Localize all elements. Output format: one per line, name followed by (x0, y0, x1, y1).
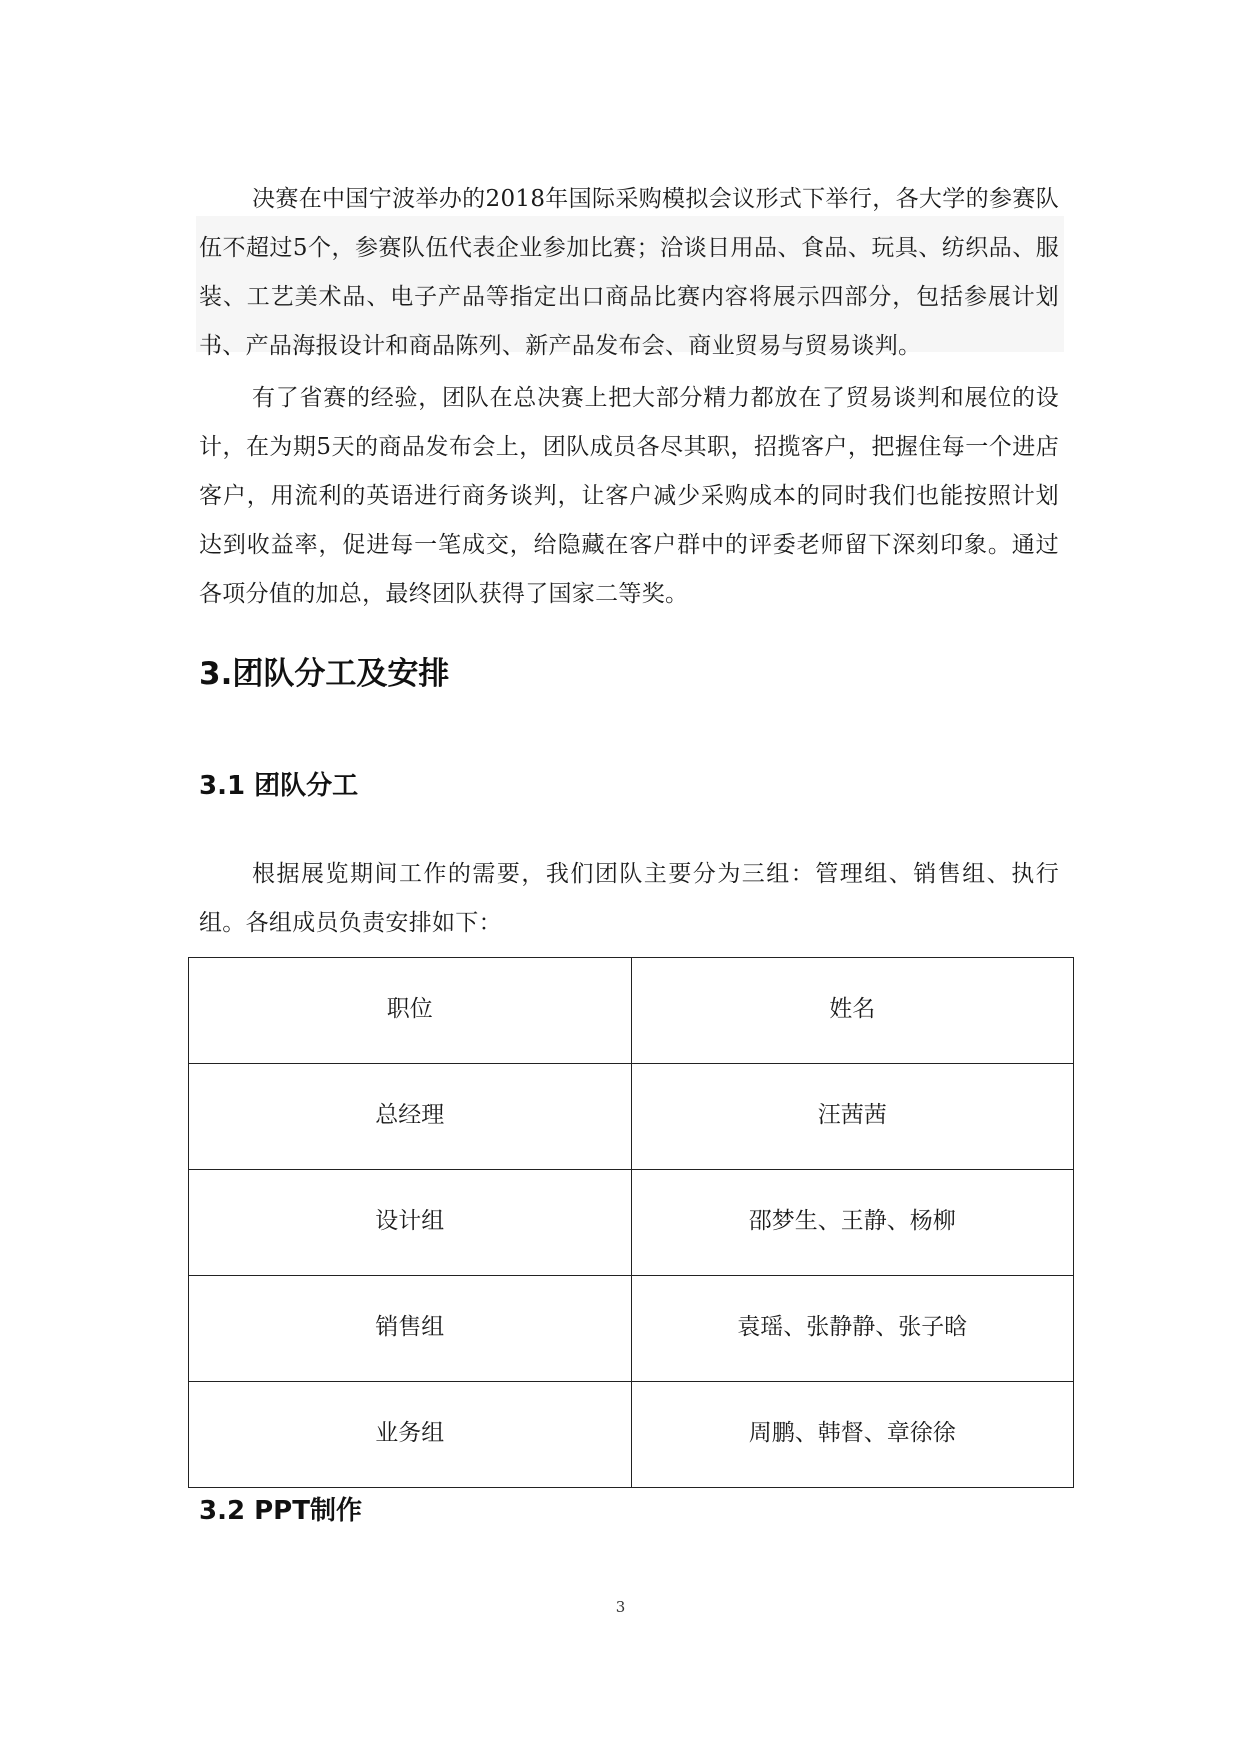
paragraph-experience: 有了省赛的经验，团队在总决赛上把大部分精力都放在了贸易谈判和展位的设计，在为期5天的商品发布会上，团队成员各尽其职，招揽客户，把握住每一个进店客户，用流利的英语进行商务谈判，让客户减少采购成本的同时我们也能按照计划达到收益率，促进每一笔成交，给隐藏在客户群中的评委老师留下深刻印象。通过各项分值的加总，最终团队获得了国家二等奖。 (199, 385, 1059, 607)
table-header-row (189, 958, 1074, 1064)
cell-position: 总经理 (189, 1064, 632, 1170)
team-roster-table (188, 957, 1074, 1488)
header-cell-position: 职位 (189, 958, 632, 1064)
table-row (189, 1382, 1074, 1488)
cell-position: 设计组 (189, 1170, 632, 1276)
header-cell-name: 姓名 (631, 958, 1074, 1064)
paragraph-final-competition: 决赛在中国宁波举办的2018年国际采购模拟会议形式下举行，各大学的参赛队伍不超过5个，参赛队伍代表企业参加比赛；洽谈日用品、食品、玩具、纺织品、服装、工艺美术品、电子产品等指定出口商品比赛内容将展示四部分，包括参展计划书、产品海报设计和商品陈列、新产品发布会、商业贸易与贸易谈判。 (199, 186, 1059, 359)
cell-name: 周鹏、韩督、章徐徐 (631, 1382, 1074, 1488)
section-heading-3-1: 3.1 团队分工 (199, 771, 359, 801)
cell-name: 汪茜茜 (631, 1064, 1074, 1170)
paragraph-team-division: 根据展览期间工作的需要，我们团队主要分为三组：管理组、销售组、执行组。各组成员负责安排如下： (199, 861, 1059, 936)
section-heading-3: 3.团队分工及安排 (199, 656, 450, 692)
cell-position: 业务组 (189, 1382, 632, 1488)
table-row (189, 1064, 1074, 1170)
cell-name: 袁瑶、张静静、张子晗 (631, 1276, 1074, 1382)
page-number: 3 (615, 1598, 626, 1616)
cell-position: 销售组 (189, 1276, 632, 1382)
table-row (189, 1276, 1074, 1382)
cell-name: 邵梦生、王静、杨柳 (631, 1170, 1074, 1276)
section-heading-3-2: 3.2 PPT制作 (199, 1496, 362, 1526)
table-row (189, 1170, 1074, 1276)
